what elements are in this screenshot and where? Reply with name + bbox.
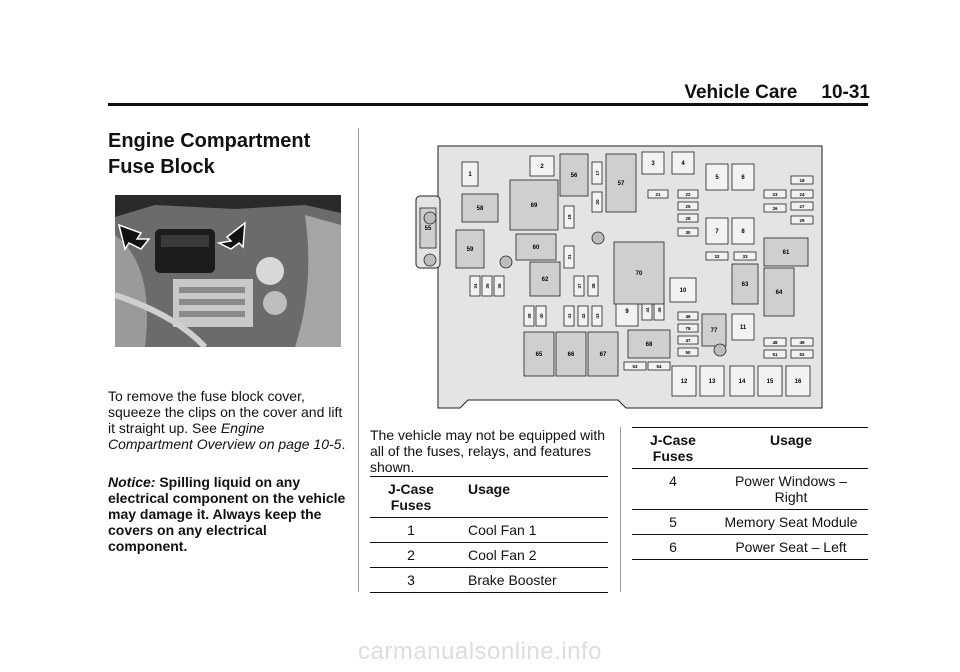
usage-column-header: Usage [452,477,608,518]
fuse-label: 38 [591,283,596,289]
mounting-hole [500,256,512,268]
fuse-label: 44 [645,307,650,313]
notice-text: Spilling liquid on any electrical component on the vehicle may damage it. Always keep the covers on any electrical component. [108,474,346,554]
fuse-label: 50 [685,350,691,355]
fuse-usage: Power Windows – Right [714,469,868,510]
fuse-label: 23 [772,192,778,197]
fuse-label: 51 [772,352,778,357]
fuse-label: 1 [468,172,472,178]
fuse-label: 6 [741,175,745,181]
equipment-note: The vehicle may not be equipped with all of the fuses, relays, and features shown. [370,427,606,475]
fuse-label: 25 [685,204,691,209]
removal-instructions [108,388,348,452]
fuse-label: 40 [539,313,544,319]
page-number: 10-31 [821,82,870,103]
fuse-label: 12 [680,379,688,385]
notice-block [108,474,348,554]
fuse-label: 10 [679,288,687,294]
fuse-label: 33 [742,254,748,259]
fuse-label: 62 [541,277,549,283]
fuse-label: 56 [570,173,578,179]
fuse-number: 4 [632,469,714,510]
fuse-label: 68 [645,342,653,348]
fuse-usage: Cool Fan 2 [452,543,608,568]
fuse-label: 57 [617,181,625,187]
fuse-label: 55 [424,226,432,232]
fuse-label: 20 [595,199,600,205]
fuse-table-1 [370,476,608,593]
table-header-row [632,428,868,469]
fuse-label: 16 [794,379,802,385]
fuse-label: 66 [567,352,575,358]
mounting-hole [424,254,436,266]
fuse-label: 63 [741,282,749,288]
fuse-label: 24 [799,192,805,197]
fuse-label: 21 [655,192,661,197]
table-row [632,535,868,560]
fuse-label: 61 [782,250,790,256]
fuse-label: 37 [577,283,582,289]
table-row [370,568,608,593]
section-heading [108,128,338,180]
fuse-usage: Power Seat – Left [714,535,868,560]
fuse-label: 27 [799,204,805,209]
table-row [632,469,868,510]
fuse-label: 46 [685,314,691,319]
fuse-label: 45 [657,307,662,313]
fuse-label: 34 [473,283,478,289]
fuse-label: 32 [714,254,720,259]
fuse-label: 28 [685,216,691,221]
fuse-label: 39 [527,313,532,319]
fuse-label: 17 [595,170,600,176]
page-header [684,82,870,104]
fuse-label: 54 [656,364,662,369]
fuse-label: 29 [799,218,805,223]
heading-line-1: Engine Compartment [108,130,311,152]
table-header-row [370,477,608,518]
usage-column-header: Usage [714,428,868,469]
fuse-label: 4 [681,161,685,167]
fuse-label: 11 [739,325,747,331]
intro-text: To remove the fuse block cover, squeeze the clips on the cover and lift it straight up. See [108,388,343,436]
fuse-usage: Memory Seat Module [714,510,868,535]
table-row [632,510,868,535]
fuse-label: 13 [708,379,716,385]
fuse-label: 69 [530,203,538,209]
fuse-number: 5 [632,510,714,535]
fuse-label: 59 [466,247,474,253]
table-row [370,543,608,568]
fuse-number: 2 [370,543,452,568]
fuse-usage: Brake Booster [452,568,608,593]
fuse-block-diagram [408,138,824,412]
fuse-label: 8 [741,229,745,235]
watermark: carmanualsonline.info [358,638,602,665]
fuse-label: 70 [635,271,643,277]
fuse-label: 64 [775,290,783,296]
fuse-label: 31 [567,254,572,260]
fuse-label: 47 [685,338,691,343]
fuse-label: 78 [685,326,691,331]
fuse-label: 60 [532,245,540,251]
fuse-label: 67 [599,352,607,358]
fuse-label: 43 [595,313,600,319]
fuse-number: 3 [370,568,452,593]
fuse-label: 65 [535,352,543,358]
fuse-label: 18 [799,178,805,183]
mounting-hole [592,232,604,244]
section-title: Vehicle Care [684,82,798,103]
fuse-label: 53 [632,364,638,369]
fuse-label: 58 [476,206,484,212]
fuse-label: 2 [540,164,544,170]
mounting-hole [424,212,436,224]
heading-line-2: Fuse Block [108,156,215,178]
fuse-number: 6 [632,535,714,560]
fuse-label: 14 [738,379,746,385]
fuse-label: 9 [625,309,629,315]
fuse-usage: Cool Fan 1 [452,518,608,543]
fuse-label: 77 [710,328,718,334]
fuse-label: 5 [715,175,719,181]
intro-end: . [341,436,346,452]
table-row [370,518,608,543]
fuse-number: 1 [370,518,452,543]
fuse-label: 42 [581,313,586,319]
mounting-hole [714,344,726,356]
fuse-label: 7 [715,229,719,235]
fuse-column-header: J-Case Fuses [370,477,452,518]
fuse-label: 22 [685,192,691,197]
column-divider-left [358,128,359,592]
fuse-label: 30 [685,230,691,235]
fuse-label: 35 [485,283,490,289]
fuse-column-header: J-Case Fuses [632,428,714,469]
header-rule [108,103,868,106]
fuse-label: 19 [567,214,572,220]
fuse-table-2 [632,427,868,560]
fuse-label: 3 [651,161,655,167]
engine-compartment-photo [115,195,341,347]
fuse-label: 49 [799,340,805,345]
fuse-label: 52 [799,352,805,357]
fuse-label: 26 [772,206,778,211]
column-divider-right [620,427,621,592]
cross-reference: Engine Compartment Overview on page 10-5 [108,420,342,452]
fuse-label: 48 [772,340,778,345]
fuse-label: 15 [766,379,774,385]
fuse-label: 36 [497,283,502,289]
fuse-label: 41 [567,313,572,319]
notice-label: Notice: [108,474,156,490]
